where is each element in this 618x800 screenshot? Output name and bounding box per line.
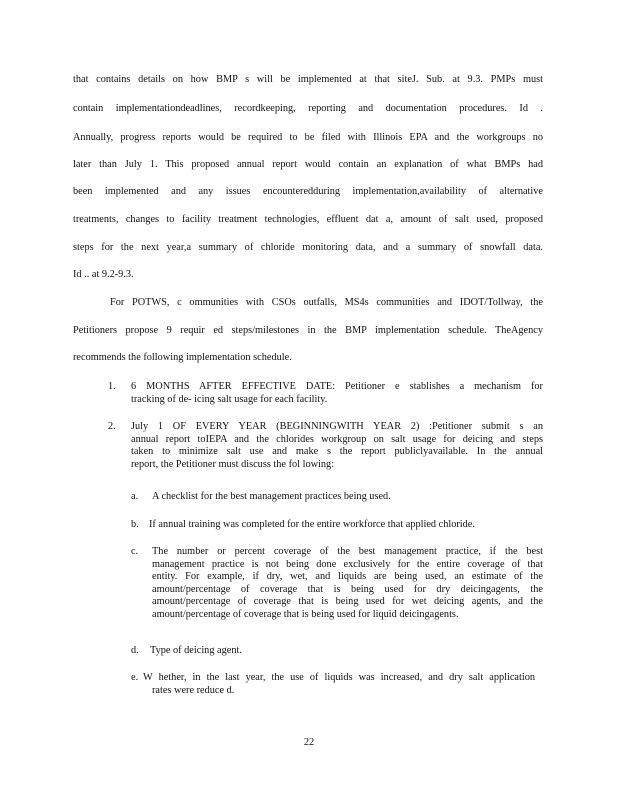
paragraph-line: recommends the following implementation schedule. — [73, 352, 292, 363]
sub-item — [152, 546, 543, 622]
sub-item-line: Type of deicing agent. — [150, 645, 242, 656]
sub-item-line: amount/percentage of coverage that is being used for liquid deicingagents. — [152, 608, 459, 620]
sub-item-line: W hether, in the last year, the use of liquids was increased, and dry salt application — [143, 672, 535, 683]
sub-item-line: amount/percentage of coverage that is being used for dry deicingagents, the — [152, 583, 543, 595]
list-number: 2. — [108, 421, 116, 432]
list-item — [131, 381, 543, 406]
sub-item-line: amount/percentage of coverage that is being used for wet deicing agents, and the — [152, 596, 543, 608]
paragraph-line: steps for the next year,a summary of chloride monitoring data, and a summary of snowfall data. — [73, 242, 543, 253]
paragraph-line: Petitioners propose 9 requir ed steps/milestones in the BMP implementation schedule. TheAgency — [73, 325, 543, 336]
list-line: 6 MONTHS AFTER EFFECTIVE DATE: Petitioner e stablishes a mechanism for — [131, 381, 543, 392]
sub-item-letter: e. — [131, 672, 139, 683]
paragraph-line: Id .. at 9.2-9.3. — [73, 269, 134, 280]
list-item — [131, 421, 543, 471]
list-line: July 1 OF EVERY YEAR (BEGINNINGWITH YEAR 2) :Petitioner submit s an — [131, 421, 543, 432]
paragraph-line: that contains details on how BMP s will be implemented at that siteJ. Sub. at 9.3. PMPs must — [73, 74, 543, 85]
list-number: 1. — [108, 381, 116, 392]
sub-item-line: rates were reduce d. — [152, 684, 235, 696]
paragraph-line: contain implementationdeadlines, recordkeeping, reporting and documentation procedures. Id . — [73, 103, 543, 114]
paragraph-line: Annually, progress reports would be required to be filed with Illinois EPA and the workgroups no — [73, 132, 543, 143]
sub-item — [143, 672, 535, 697]
page-number: 22 — [303, 737, 315, 748]
sub-item-line: If annual training was completed for the entire workforce that applied chloride. — [149, 519, 475, 530]
sub-item-line: management practice is not being done exclusively for the entire coverage of that — [152, 558, 543, 570]
sub-item-letter: c. — [131, 546, 139, 557]
paragraph-line: later than July 1. This proposed annual report would contain an explanation of what BMPs had — [73, 159, 543, 170]
sub-item-letter: b. — [131, 519, 139, 530]
list-line: annual report toIEPA and the chlorides workgroup on salt usage for deicing and steps — [131, 433, 543, 445]
sub-item-line: A checklist for the best management practices being used. — [152, 491, 391, 502]
list-line: taken to minimize salt use and make s the report publiclyavailable. In the annual — [131, 446, 543, 458]
paragraph-line: For POTWS, c ommunities with CSOs outfalls, MS4s communities and IDOT/Tollway, the — [110, 297, 543, 308]
sub-item-letter: d. — [131, 645, 139, 656]
paragraph-line: treatments, changes to facility treatment technologies, effluent dat a, amount of salt used, proposed — [73, 214, 543, 225]
list-line: tracking of de- icing salt usage for each facility. — [131, 393, 328, 405]
list-line: report, the Petitioner must discuss the fol lowing: — [131, 458, 335, 470]
sub-item-line: The number or percent coverage of the best management practice, if the best — [152, 546, 543, 557]
paragraph-line: been implemented and any issues encounteredduring implementation,availability of alternative — [73, 186, 543, 197]
sub-item-letter: a. — [131, 491, 139, 502]
sub-item-line: entity. For example, if dry, wet, and liquids are being used, an estimate of the — [152, 571, 543, 583]
